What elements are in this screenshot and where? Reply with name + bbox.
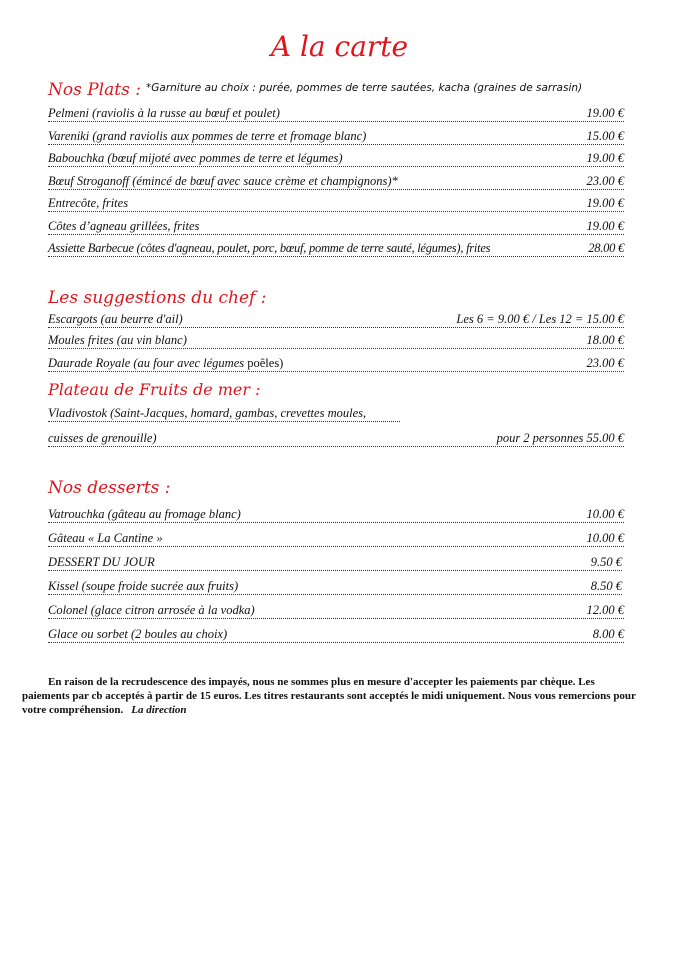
menu-item (48, 240, 624, 257)
menu-item (48, 530, 624, 547)
item-name: Babouchka (bœuf mijoté avec pommes de terre et légumes) (48, 151, 343, 165)
item-name: Vareniki (grand raviolis aux pommes de terre et fromage blanc) (48, 129, 367, 143)
menu-item (48, 218, 624, 235)
item-price: 15.00 € (586, 129, 624, 143)
plateau-line (48, 405, 400, 422)
section-heading-suggestions: Les suggestions du chef : (48, 288, 267, 308)
plateau-line-1: Vladivostok (Saint-Jacques, homard, gambas, crevettes moules, (48, 406, 367, 420)
item-price: Les 6 = 9.00 € / Les 12 = 15.00 € (456, 312, 624, 326)
item-price: 19.00 € (586, 196, 624, 210)
garniture-note: *Garniture au choix : purée, pommes de terre sautées, kacha (graines de sarrasin) (146, 82, 583, 94)
item-name: Colonel (glace citron arrosée à la vodka) (48, 603, 255, 617)
item-name: Assiette Barbecue (côtes d'agneau, poulet, porc, bœuf, pomme de terre sauté, légumes), frites (48, 241, 491, 255)
item-price: 19.00 € (586, 219, 624, 233)
item-name-tail: poêles) (247, 356, 284, 370)
item-price: 12.00 € (586, 603, 624, 617)
item-name: Bœuf Stroganoff (émincé de bœuf avec sauce crème et champignons)* (48, 174, 398, 188)
menu-item (48, 332, 624, 349)
item-name-main: Daurade Royale (au four avec légumes (48, 356, 248, 370)
menu-item (48, 626, 624, 643)
item-price: 10.00 € (586, 507, 624, 521)
item-name: Moules frites (au vin blanc) (48, 333, 187, 347)
item-price: 19.00 € (586, 106, 624, 120)
menu-item (48, 173, 624, 190)
section-heading-plats: Nos Plats : (48, 80, 141, 100)
menu-item (48, 105, 624, 122)
page-title: A la carte (270, 30, 409, 63)
menu-item (48, 195, 624, 212)
item-price: 10.00 € (586, 531, 624, 545)
menu-item (48, 355, 624, 372)
item-name: Côtes d’agneau grillées, frites (48, 219, 200, 233)
item-price: pour 2 personnes 55.00 € (496, 431, 624, 445)
section-heading-desserts: Nos desserts : (48, 478, 171, 498)
item-name: DESSERT DU JOUR (48, 555, 155, 569)
item-name: Entrecôte, frites (48, 196, 129, 210)
menu-item (48, 578, 622, 595)
payment-notice-text: En raison de la recrudescence des impayés, nous ne sommes plus en mesure d'accepter les paiements par chèque. Les paiements par cb acceptés à partir de 15 euros. Les titres restaurants sont acceptés le midi uniquement. Nous vous remercions pour votre compréhension. (22, 676, 636, 716)
menu-item (48, 430, 624, 447)
item-price: 28.00 € (588, 241, 624, 255)
signature: La direction (131, 704, 187, 716)
item-price: 23.00 € (586, 356, 624, 370)
item-name: Glace ou sorbet (2 boules au choix) (48, 627, 228, 641)
item-price: 8.50 € (590, 579, 622, 593)
item-name: Pelmeni (raviolis à la russe au bœuf et poulet) (48, 106, 280, 120)
item-price: 18.00 € (586, 333, 624, 347)
menu-item (48, 150, 624, 167)
menu-item (48, 311, 624, 328)
item-name: Kissel (soupe froide sucrée aux fruits) (48, 579, 239, 593)
section-heading-plateau: Plateau de Fruits de mer : (48, 380, 261, 399)
menu-item (48, 602, 624, 619)
item-price: 8.00 € (592, 627, 624, 641)
item-price: 9.50 € (590, 555, 622, 569)
item-name (48, 356, 587, 371)
item-price: 19.00 € (586, 151, 624, 165)
item-name: cuisses de grenouille) (48, 431, 157, 445)
item-price: 23.00 € (586, 174, 624, 188)
menu-item (48, 506, 624, 523)
menu-item (48, 554, 622, 571)
menu-item (48, 128, 624, 145)
payment-notice (22, 675, 640, 717)
item-name: Gâteau « La Cantine » (48, 531, 163, 545)
item-name: Vatrouchka (gâteau au fromage blanc) (48, 507, 241, 521)
item-name: Escargots (au beurre d'ail) (48, 312, 183, 326)
